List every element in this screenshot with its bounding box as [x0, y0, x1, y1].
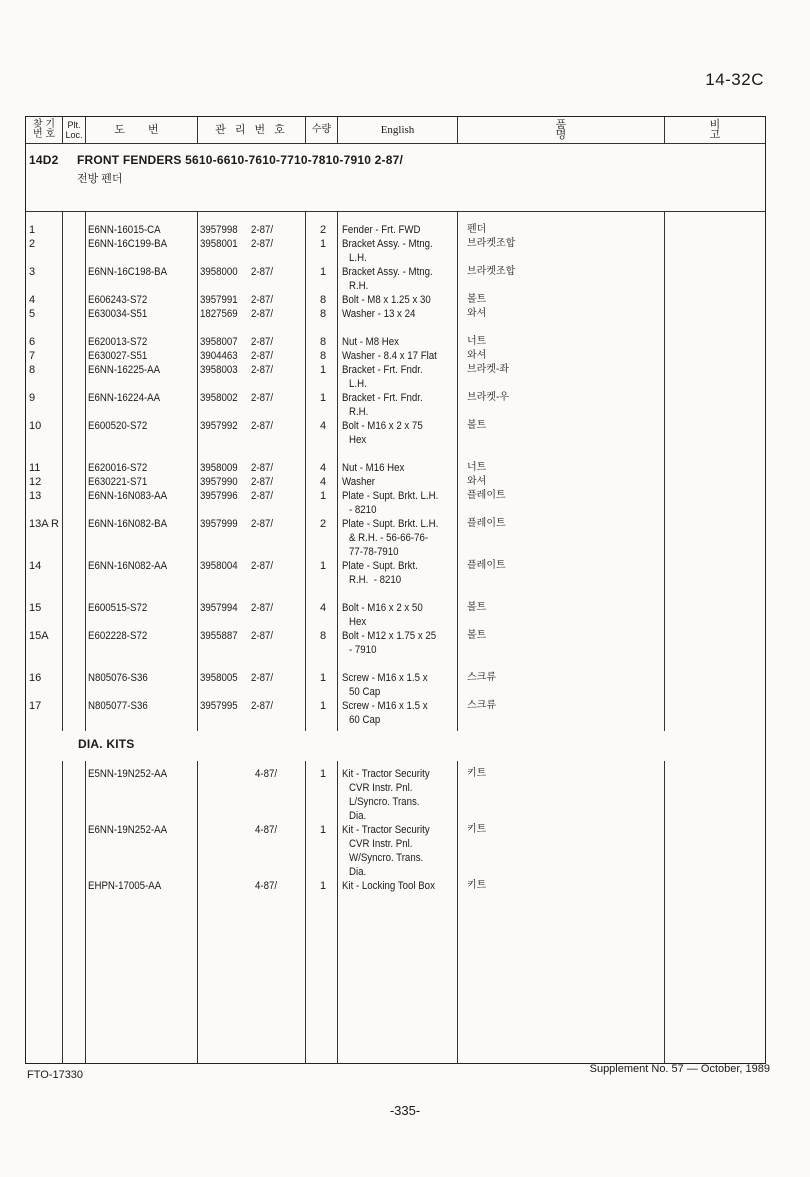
- english-description: Bracket Assy. - Mtng.: [342, 266, 433, 278]
- quantity: 8: [320, 308, 327, 320]
- english-description: 50 Cap: [349, 686, 381, 698]
- effective-date: 2-87/: [251, 364, 274, 376]
- management-number: 3958000: [200, 266, 238, 278]
- section-subtitle: 전방 펜더: [77, 173, 123, 185]
- supplement-note: Supplement No. 57 — October, 1989: [589, 1063, 770, 1075]
- english-description: Bolt - M16 x 2 x 75: [342, 420, 423, 432]
- header-loc: Loc.: [65, 130, 83, 140]
- english-description: Nut - M16 Hex: [342, 462, 405, 474]
- english-description: 77-78-7910: [349, 546, 399, 558]
- col-divider: [305, 761, 306, 1064]
- korean-name: 펜더: [467, 224, 487, 235]
- parts-table: [25, 116, 766, 1064]
- korean-name: 너트: [467, 462, 487, 473]
- header-part-number: 도 번: [114, 124, 169, 136]
- part-number: E630034-S51: [88, 308, 148, 320]
- part-number: E620013-S72: [88, 336, 148, 348]
- header-english: English: [380, 124, 415, 136]
- quantity: 1: [320, 266, 327, 278]
- english-description: Washer - 13 x 24: [342, 308, 416, 320]
- quantity: 1: [320, 364, 327, 376]
- english-description: Plate - Supt. Brkt. L.H.: [342, 518, 439, 530]
- management-number: 3957998: [200, 224, 238, 236]
- korean-name: 플레이트: [467, 560, 506, 571]
- header-ref: [26, 117, 62, 143]
- part-number: E6NN-16224-AA: [88, 392, 161, 404]
- part-number: E600515-S72: [88, 602, 148, 614]
- part-number: E6NN-16C199-BA: [88, 238, 168, 250]
- korean-name: 브라켓-우: [467, 392, 509, 403]
- english-description: Bracket - Frt. Fndr.: [342, 364, 423, 376]
- english-description: L.H.: [349, 378, 367, 390]
- english-description: R.H.: [349, 280, 369, 292]
- col-divider: [664, 761, 665, 1064]
- english-description: Kit - Tractor Security: [342, 768, 430, 780]
- quantity: 1: [320, 490, 327, 502]
- effective-date: 2-87/: [251, 266, 274, 278]
- part-number: N805077-S36: [88, 700, 148, 712]
- part-number: EHPN-17005-AA: [88, 880, 162, 892]
- english-description: Nut - M8 Hex: [342, 336, 400, 348]
- management-number: 3957994: [200, 602, 238, 614]
- quantity: 8: [320, 294, 327, 306]
- footer-page-number: -335-: [389, 1103, 421, 1118]
- dia-kits-title: DIA. KITS: [78, 737, 135, 751]
- col-divider: [457, 211, 458, 731]
- quantity: 1: [320, 700, 327, 712]
- ref-number: 16: [29, 672, 42, 684]
- quantity: 1: [320, 768, 327, 780]
- english-description: Screw - M16 x 1.5 x: [342, 672, 428, 684]
- effective-date: 2-87/: [251, 308, 274, 320]
- korean-name: 볼트: [467, 602, 487, 613]
- header-remarks: 비 고: [709, 119, 743, 141]
- korean-name: 키트: [467, 880, 487, 891]
- col-divider: [337, 761, 338, 1064]
- english-description: Hex: [349, 434, 367, 446]
- english-description: Bolt - M12 x 1.75 x 25: [342, 630, 437, 642]
- english-description: Plate - Supt. Brkt. L.H.: [342, 490, 439, 502]
- ref-number: 9: [29, 392, 36, 404]
- header-divider: [26, 143, 765, 144]
- effective-date: 4-87/: [255, 768, 278, 780]
- quantity: 2: [320, 518, 327, 530]
- header-plt-loc: [63, 117, 85, 143]
- col-divider: [197, 211, 198, 731]
- korean-name: 와셔: [467, 476, 487, 487]
- section-title: FRONT FENDERS 5610-6610-7610-7710-7810-7910 2-87/: [77, 153, 403, 167]
- management-number: 3904463: [200, 350, 238, 362]
- effective-date: 2-87/: [251, 490, 274, 502]
- effective-date: 2-87/: [251, 630, 274, 642]
- ref-number: 12: [29, 476, 42, 488]
- ref-number: 17: [29, 700, 42, 712]
- english-description: L/Syncro. Trans.: [349, 796, 420, 808]
- ref-number: 15: [29, 602, 42, 614]
- english-description: Bolt - M8 x 1.25 x 30: [342, 294, 431, 306]
- korean-name: 브라켓조합: [467, 238, 516, 249]
- korean-name: 플레이트: [467, 490, 506, 501]
- quantity: 4: [320, 462, 327, 474]
- col-divider: [62, 211, 63, 731]
- korean-name: 너트: [467, 336, 487, 347]
- header-ref-line1: 찾 기: [32, 119, 56, 130]
- management-number: 3957995: [200, 700, 238, 712]
- english-description: CVR Instr. Pnl.: [349, 838, 413, 850]
- col-divider: [85, 211, 86, 731]
- part-number: E630027-S51: [88, 350, 148, 362]
- header-plt: Plt.: [67, 120, 81, 130]
- header-qty: 수량: [311, 124, 332, 135]
- quantity: 1: [320, 672, 327, 684]
- korean-name: 플레이트: [467, 518, 506, 529]
- effective-date: 4-87/: [255, 824, 278, 836]
- korean-name: 키트: [467, 768, 487, 779]
- english-description: R.H.: [349, 406, 369, 418]
- english-description: Plate - Supt. Brkt.: [342, 560, 418, 572]
- part-number: E6NN-16N083-AA: [88, 490, 168, 502]
- english-description: W/Syncro. Trans.: [349, 852, 424, 864]
- management-number: 3955887: [200, 630, 238, 642]
- col-divider: [337, 211, 338, 731]
- effective-date: 2-87/: [251, 518, 274, 530]
- effective-date: 2-87/: [251, 476, 274, 488]
- management-number: 3957992: [200, 420, 238, 432]
- quantity: 8: [320, 336, 327, 348]
- col-divider: [457, 761, 458, 1064]
- part-number: E6NN-16225-AA: [88, 364, 161, 376]
- part-number: E630221-S71: [88, 476, 148, 488]
- english-description: - 7910: [349, 644, 377, 656]
- management-number: 3958009: [200, 462, 238, 474]
- korean-name: 와셔: [467, 350, 487, 361]
- korean-name: 브라켓-좌: [467, 364, 509, 375]
- effective-date: 4-87/: [255, 880, 278, 892]
- english-description: Screw - M16 x 1.5 x: [342, 700, 428, 712]
- effective-date: 2-87/: [251, 392, 274, 404]
- effective-date: 2-87/: [251, 350, 274, 362]
- management-number: 1827569: [200, 308, 238, 320]
- section-divider: [26, 211, 765, 212]
- english-description: Bracket Assy. - Mtng.: [342, 238, 433, 250]
- english-description: Washer: [342, 476, 375, 488]
- ref-number: 2: [29, 238, 36, 250]
- ref-number: 13: [29, 490, 42, 502]
- col-divider: [305, 211, 306, 731]
- effective-date: 2-87/: [251, 238, 274, 250]
- management-number: 3958007: [200, 336, 238, 348]
- english-description: R.H. - 8210: [349, 574, 402, 586]
- quantity: 4: [320, 602, 327, 614]
- ref-number: 6: [29, 336, 36, 348]
- english-description: Hex: [349, 616, 367, 628]
- english-description: Fender - Frt. FWD: [342, 224, 421, 236]
- english-description: CVR Instr. Pnl.: [349, 782, 413, 794]
- col-divider: [85, 761, 86, 1064]
- ref-number: 10: [29, 420, 42, 432]
- english-description: Bracket - Frt. Fndr.: [342, 392, 423, 404]
- management-number: 3958001: [200, 238, 238, 250]
- effective-date: 2-87/: [251, 462, 274, 474]
- korean-name: 볼트: [467, 630, 487, 641]
- ref-number: 14: [29, 560, 42, 572]
- part-number: E600520-S72: [88, 420, 148, 432]
- part-number: E6NN-19N252-AA: [88, 824, 168, 836]
- management-number: 3958005: [200, 672, 238, 684]
- effective-date: 2-87/: [251, 224, 274, 236]
- col-divider: [62, 761, 63, 1064]
- part-number: E606243-S72: [88, 294, 148, 306]
- ref-number: 4: [29, 294, 36, 306]
- english-description: Dia.: [349, 810, 367, 822]
- part-number: E620016-S72: [88, 462, 148, 474]
- quantity: 1: [320, 392, 327, 404]
- quantity: 4: [320, 420, 327, 432]
- management-number: 3957996: [200, 490, 238, 502]
- part-number: E6NN-16C198-BA: [88, 266, 168, 278]
- management-number: 3957991: [200, 294, 238, 306]
- english-description: L.H.: [349, 252, 367, 264]
- english-description: 60 Cap: [349, 714, 381, 726]
- quantity: 8: [320, 630, 327, 642]
- page-number: 14-32C: [705, 70, 764, 89]
- management-number: 3957999: [200, 518, 238, 530]
- effective-date: 2-87/: [251, 560, 274, 572]
- management-number: 3958002: [200, 392, 238, 404]
- ref-number: 1: [29, 224, 36, 236]
- english-description: Kit - Locking Tool Box: [342, 880, 435, 892]
- korean-name: 볼트: [467, 420, 487, 431]
- english-description: Dia.: [349, 866, 367, 878]
- korean-name: 키트: [467, 824, 487, 835]
- english-description: Kit - Tractor Security: [342, 824, 430, 836]
- header-korean-name: 품 명: [555, 119, 627, 141]
- korean-name: 스크류: [467, 700, 496, 711]
- part-number: E602228-S72: [88, 630, 148, 642]
- korean-name: 와셔: [467, 308, 487, 319]
- part-number: E6NN-16015-CA: [88, 224, 161, 236]
- col-divider: [664, 211, 665, 731]
- management-number: 3957990: [200, 476, 238, 488]
- quantity: 1: [320, 824, 327, 836]
- header-management-number: 관 리 번 호: [215, 124, 288, 136]
- form-number: FTO-17330: [27, 1069, 84, 1081]
- header-ref-line2: 번 호: [32, 129, 56, 140]
- management-number: 3958003: [200, 364, 238, 376]
- english-description: & R.H. - 56-66-76-: [349, 532, 429, 544]
- korean-name: 스크류: [467, 672, 496, 683]
- english-description: Bolt - M16 x 2 x 50: [342, 602, 423, 614]
- part-number: E6NN-16N082-AA: [88, 560, 168, 572]
- quantity: 8: [320, 350, 327, 362]
- effective-date: 2-87/: [251, 602, 274, 614]
- korean-name: 볼트: [467, 294, 487, 305]
- col-divider: [197, 761, 198, 1064]
- quantity: 1: [320, 238, 327, 250]
- korean-name: 브라켓조합: [467, 266, 516, 277]
- ref-number: 5: [29, 308, 36, 320]
- ref-number: 15A: [29, 630, 49, 642]
- ref-number: 8: [29, 364, 36, 376]
- effective-date: 2-87/: [251, 420, 274, 432]
- ref-number: 13A R: [29, 518, 59, 530]
- effective-date: 2-87/: [251, 672, 274, 684]
- quantity: 1: [320, 880, 327, 892]
- part-number: E6NN-16N082-BA: [88, 518, 168, 530]
- effective-date: 2-87/: [251, 294, 274, 306]
- quantity: 1: [320, 560, 327, 572]
- ref-number: 3: [29, 266, 36, 278]
- quantity: 2: [320, 224, 327, 236]
- part-number: N805076-S36: [88, 672, 148, 684]
- english-description: Washer - 8.4 x 17 Flat: [342, 350, 437, 362]
- ref-number: 11: [29, 462, 41, 474]
- quantity: 4: [320, 476, 327, 488]
- effective-date: 2-87/: [251, 336, 274, 348]
- management-number: 3958004: [200, 560, 238, 572]
- english-description: - 8210: [349, 504, 377, 516]
- ref-number: 7: [29, 350, 36, 362]
- part-number: E5NN-19N252-AA: [88, 768, 168, 780]
- effective-date: 2-87/: [251, 700, 274, 712]
- section-code: 14D2: [29, 153, 59, 167]
